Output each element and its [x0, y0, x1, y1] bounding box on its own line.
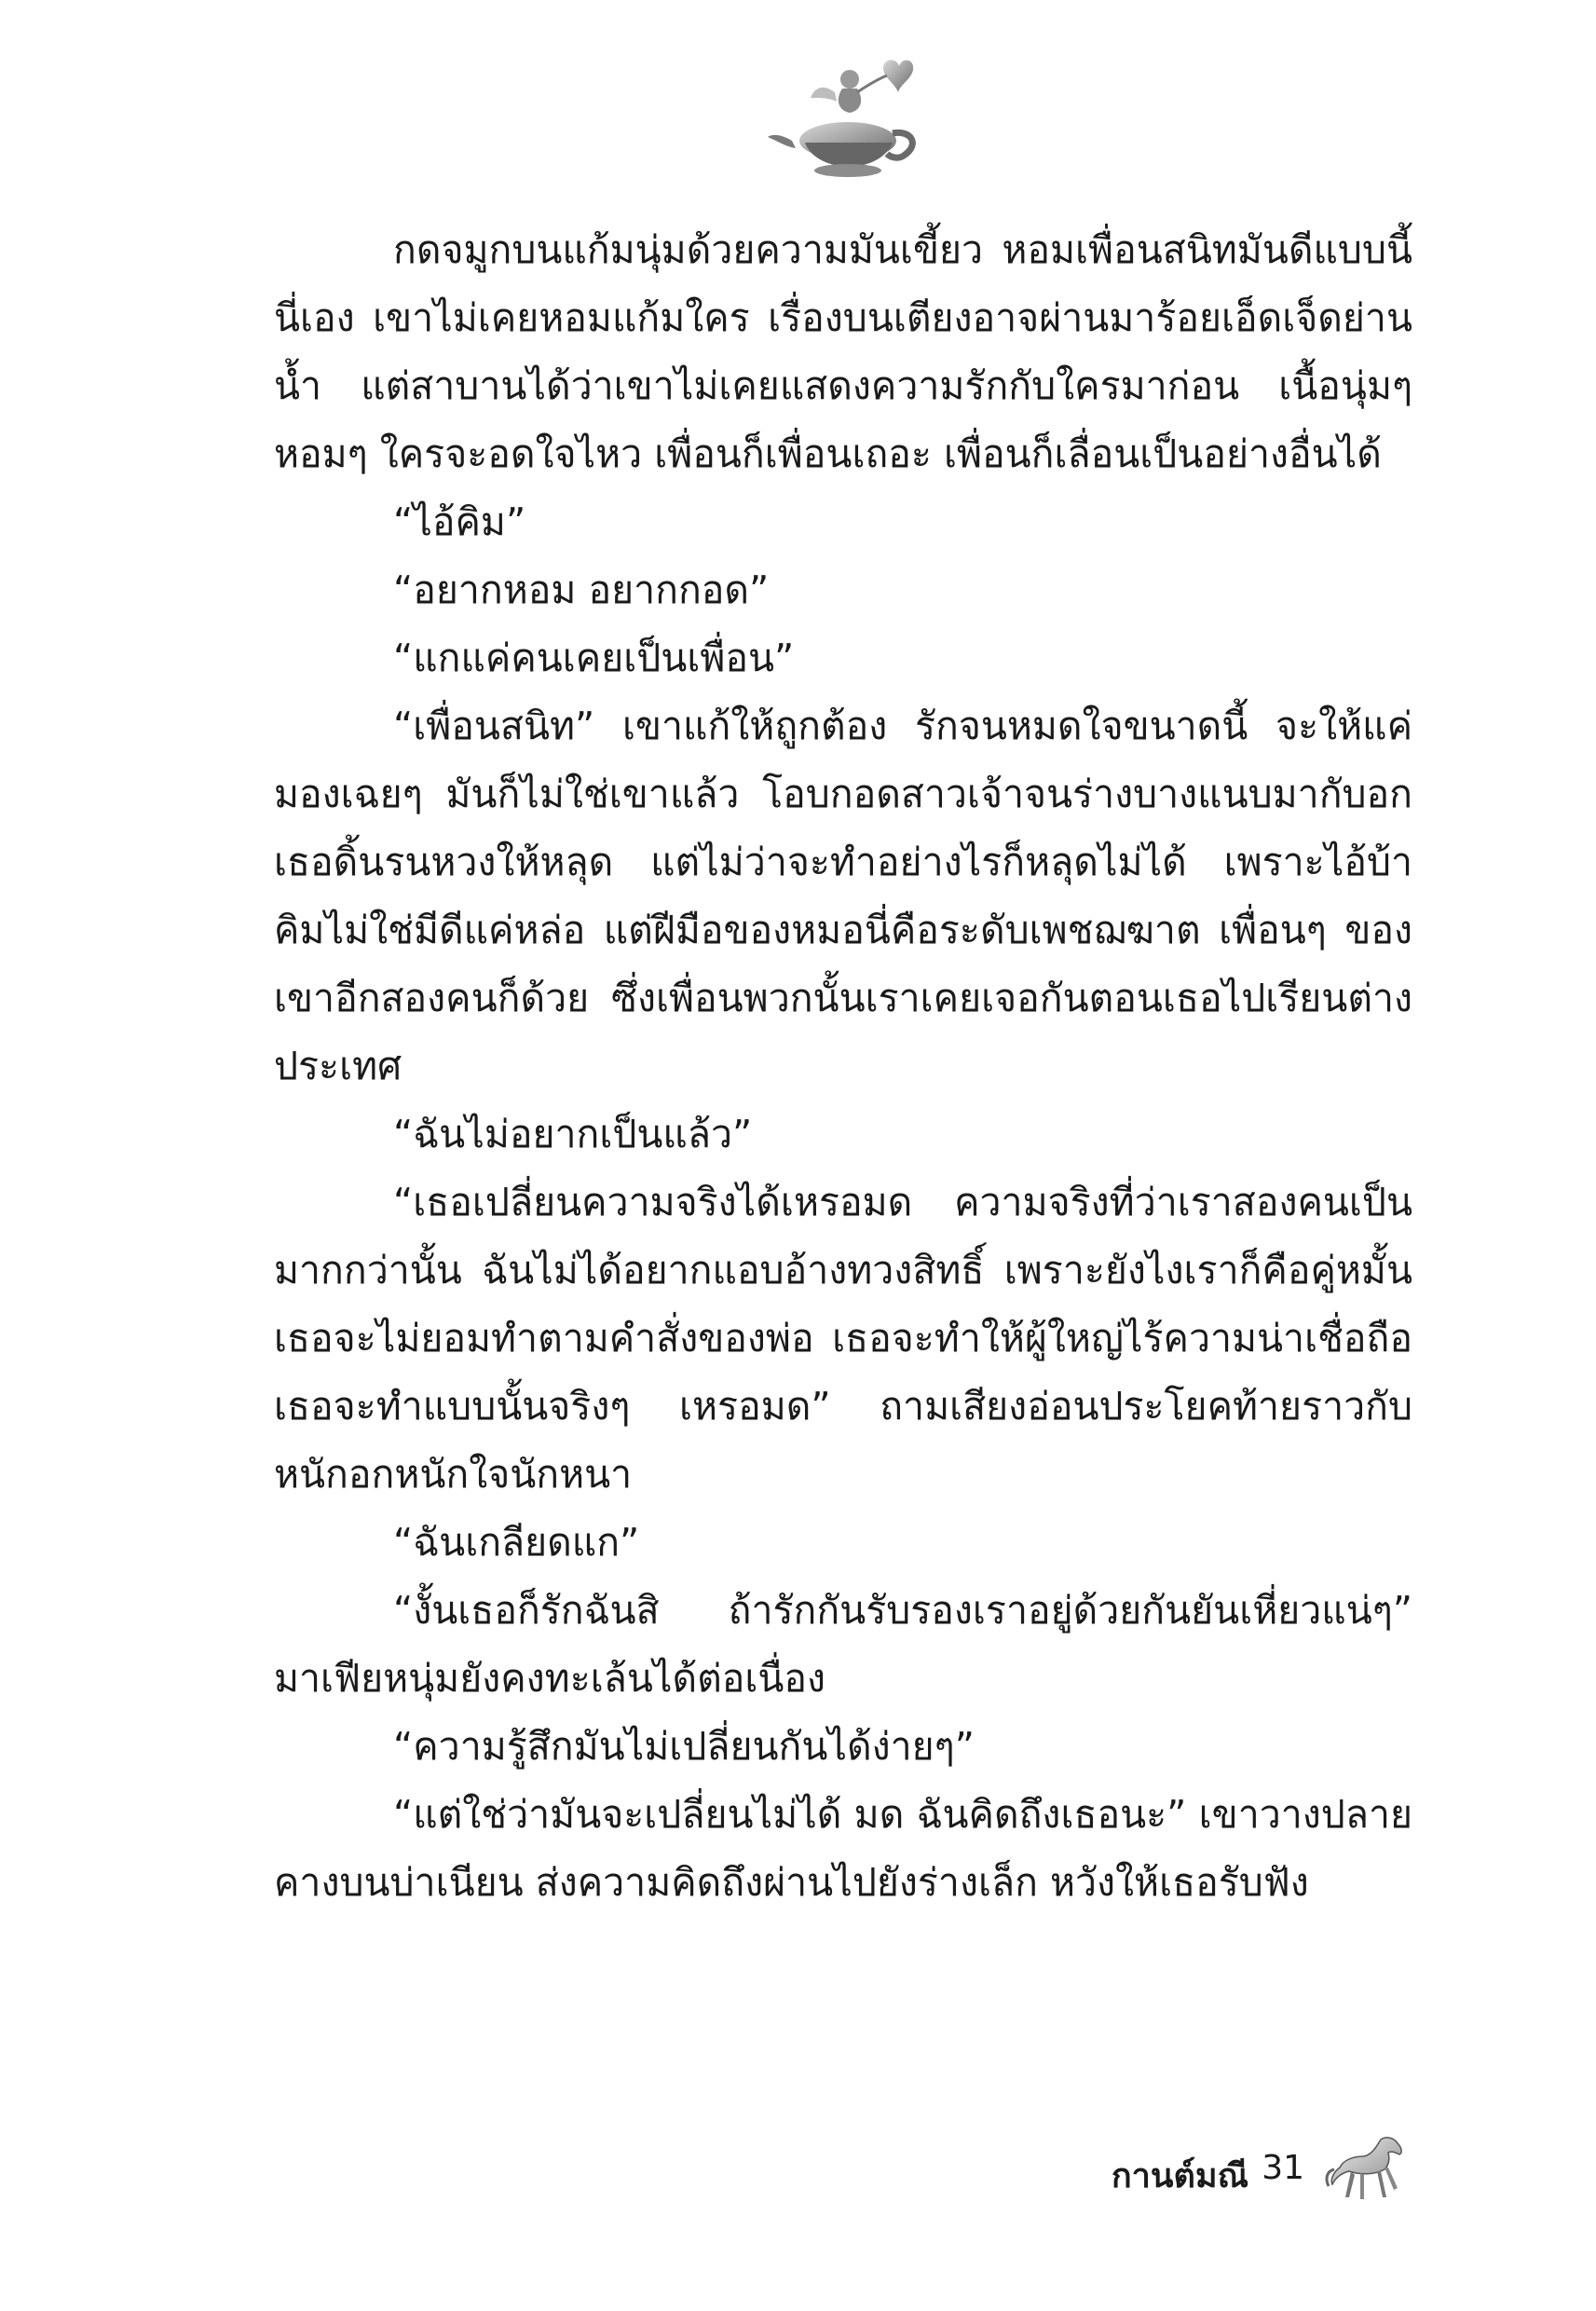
- page-footer: [1071, 2132, 1444, 2216]
- paragraph: “แต่ใช่ว่ามันจะเปลี่ยนไม่ได้ มด ฉันคิดถึงเธอนะ” เขาวางปลายคางบนบ่าเนียน ส่งความคิดถึงผ่านไปยังร่างเล็ก หวังให้เธอรับฟัง: [274, 1792, 1412, 1905]
- paragraph: กดจมูกบนแก้มนุ่มด้วยความมันเขี้ยว หอมเพื่อนสนิทมันดีแบบนี้นี่เอง เขาไม่เคยหอมแก้มใคร เรื่องบนเตียงอาจผ่านมาร้อยเอ็ดเจ็ดย่านน้ำ แต่สาบานได้ว่าเขาไม่เคยแสดงความรักกับใครมาก่อน เนื้อนุ่มๆ หอมๆ ใครจะอดใจไหว เพื่อนก็เพื่อนเถอะ เพื่อนก็เลื่อนเป็นอย่างอื่นได้: [274, 227, 1412, 476]
- paragraph: “ไอ้คิม”: [393, 499, 526, 544]
- paragraph: “เธอเปลี่ยนความจริงได้เหรอมด ความจริงที่ว่าเราสองคนเป็นมากกว่านั้น ฉันไม่ได้อยากแอบอ้างทวงสิทธิ์ เพราะยังไงเราก็คือคู่หมั้น เธอจะไม่ยอมทำตามคำสั่งของพ่อ เธอจะทำให้ผู้ใหญ่ไร้ความน่าเชื่อถือ เธอจะทำแบบนั้นจริงๆ เหรอมด” ถามเสียงอ่อนประโยคท้ายราวกับหนักอกหนักใจนักหนา: [274, 1180, 1412, 1497]
- paragraph: “อยากหอม อยากกอด”: [393, 567, 770, 612]
- page-number: 31: [1262, 2149, 1304, 2187]
- paragraph: “ฉันเกลียดแก”: [393, 1520, 640, 1565]
- paragraph: “แกแค่คนเคยเป็นเพื่อน”: [393, 636, 795, 680]
- paragraph: “เพื่อนสนิท” เขาแก้ให้ถูกต้อง รักจนหมดใจขนาดนี้ จะให้แค่มองเฉยๆ มันก็ไม่ใช่เขาแล้ว โอบกอดสาวเจ้าจนร่างบางแนบมากับอก เธอดิ้นรนหวงให้หลุด แต่ไม่ว่าจะทำอย่างไรก็หลุดไม่ได้ เพราะไอ้บ้าคิมไม่ใช่มีดีแค่หล่อ แต่ฝีมือของหมอนี่คือระดับเพชฌฆาต เพื่อนๆ ของเขาอีกสองคนก็ด้วย ซึ่งเพื่อนพวกนั้นเราเคยเจอกันตอนเธอไปเรียนต่างประเทศ: [274, 704, 1412, 1088]
- body-text: [274, 216, 1412, 1917]
- author-name: กานต์มณี: [1111, 2157, 1248, 2195]
- paragraph: “ฉันไม่อยากเป็นแล้ว”: [393, 1112, 753, 1156]
- horse-icon: [1323, 2132, 1407, 2207]
- paragraph: “งั้นเธอก็รักฉันสิ ถ้ารักกันรับรองเราอยู่ด้วยกันยันเหี่ยวแน่ๆ” มาเฟียหนุ่มยังคงทะเล้นได้ต่อเนื่อง: [274, 1588, 1412, 1701]
- paragraph: “ความรู้สึกมันไม่เปลี่ยนกันได้ง่ายๆ”: [393, 1724, 975, 1769]
- cupid-teapot-ornament-icon: [764, 51, 922, 182]
